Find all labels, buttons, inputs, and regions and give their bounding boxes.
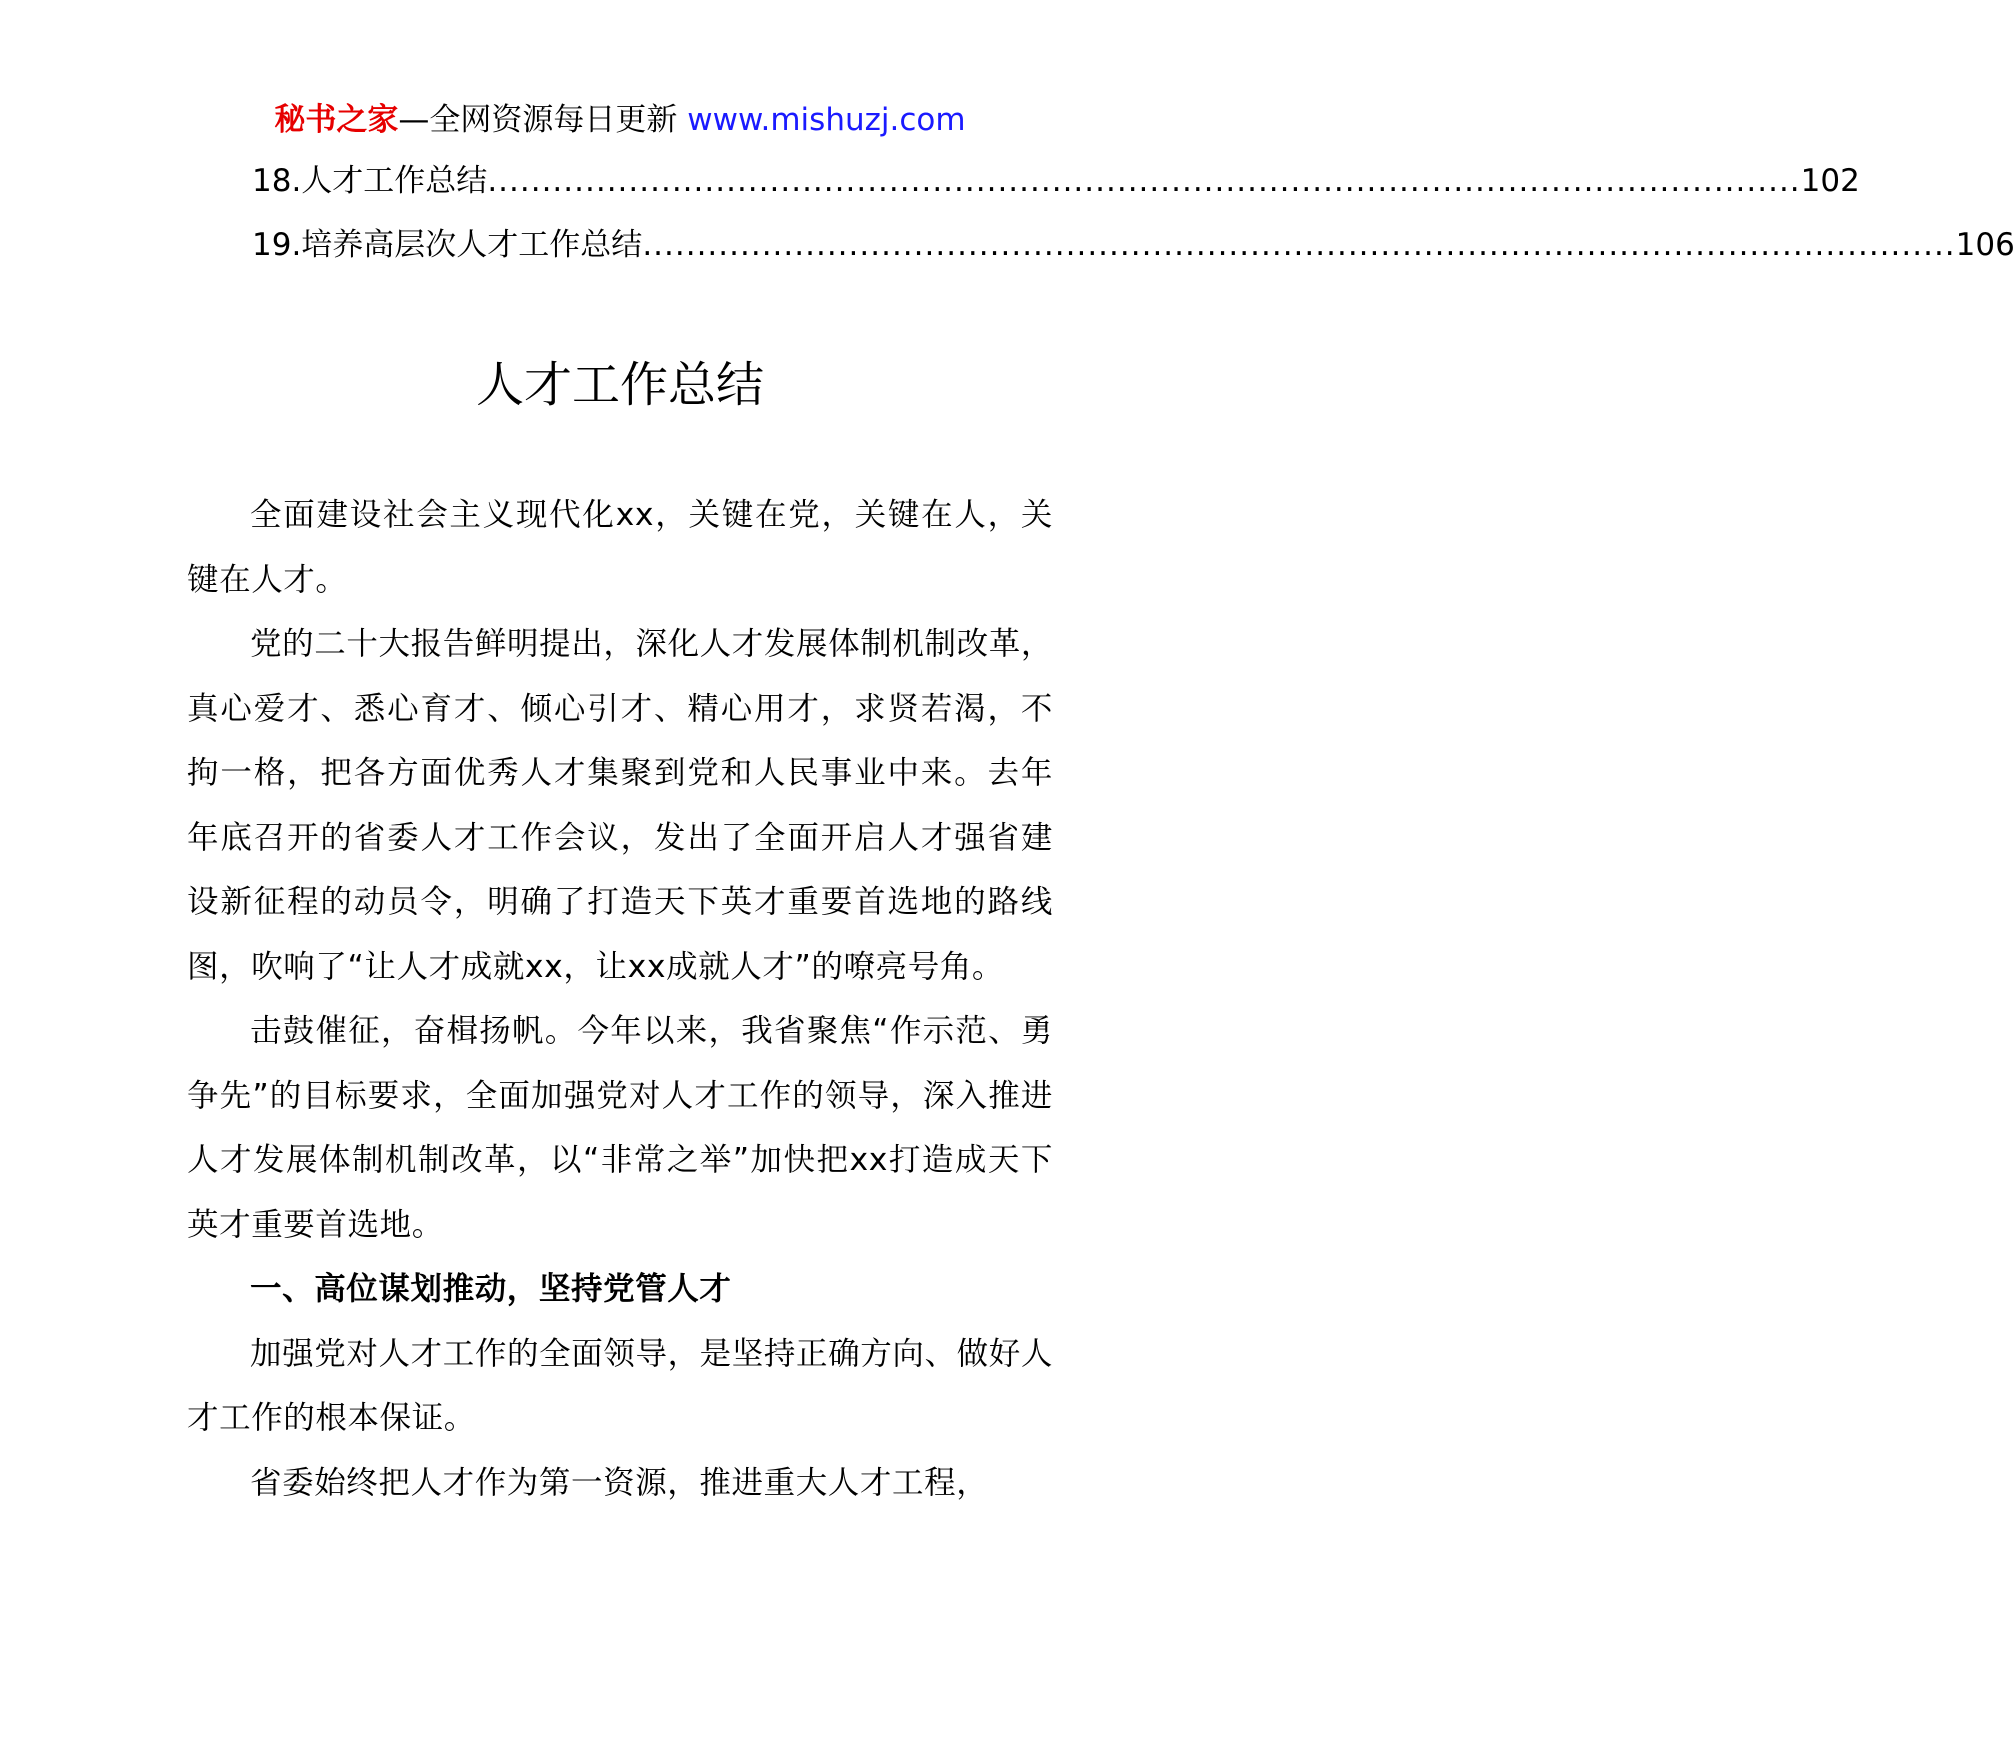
toc-entry-title: 18.人才工作总结 bbox=[252, 163, 488, 199]
toc-entry-page: 102 bbox=[1800, 163, 1860, 199]
site-slogan: —全网资源每日更新 bbox=[398, 102, 688, 138]
toc-leader-dots: ......................................................................................................................... bbox=[487, 163, 1801, 199]
toc-entry-title: 19.培养高层次人才工作总结 bbox=[252, 227, 643, 263]
toc-entry[interactable] bbox=[252, 137, 1860, 201]
site-url-link[interactable]: www.mishuzj.com bbox=[687, 102, 966, 138]
section-heading: 一、高位谋划推动，坚持党管人才 bbox=[250, 1271, 732, 1307]
table-of-contents bbox=[252, 137, 2015, 265]
document-title: 人才工作总结 bbox=[475, 357, 764, 413]
toc-leader-dots: ......................................................................................................................... bbox=[642, 227, 1956, 263]
body-paragraph: 加强党对人才工作的全面领导，是坚持正确方向、做好人才工作的根本保证。 bbox=[187, 1335, 1053, 1436]
body-paragraph: 全面建设社会主义现代化xx，关键在党，关键在人，关键在人才。 bbox=[187, 497, 1053, 598]
toc-entry[interactable] bbox=[252, 201, 2015, 265]
toc-entry-page: 106 bbox=[1955, 227, 2015, 263]
body-paragraph: 省委始终把人才作为第一资源，推进重大人才工程， bbox=[250, 1464, 989, 1501]
site-banner bbox=[0, 100, 1240, 140]
site-brand: 秘书之家 bbox=[274, 102, 399, 138]
body-paragraph: 击鼓催征，奋楫扬帆。今年以来，我省聚焦“作示范、勇争先”的目标要求，全面加强党对人才工作的领导，深入推进人才发展体制机制改革，以“非常之举”加快把xx打造成天下英才重要首选地。 bbox=[187, 1013, 1053, 1243]
document-body bbox=[187, 483, 1053, 1515]
body-paragraph: 党的二十大报告鲜明提出，深化人才发展体制机制改革，真心爱才、悉心育才、倾心引才、精心用才，求贤若渴，不拘一格，把各方面优秀人才集聚到党和人民事业中来。去年年底召开的省委人才工作会议，发出了全面开启人才强省建设新征程的动员令，明确了打造天下英才重要首选地的路线图，吹响了“让人才成就xx，让xx成就人才”的嘹亮号角。 bbox=[187, 626, 1053, 985]
